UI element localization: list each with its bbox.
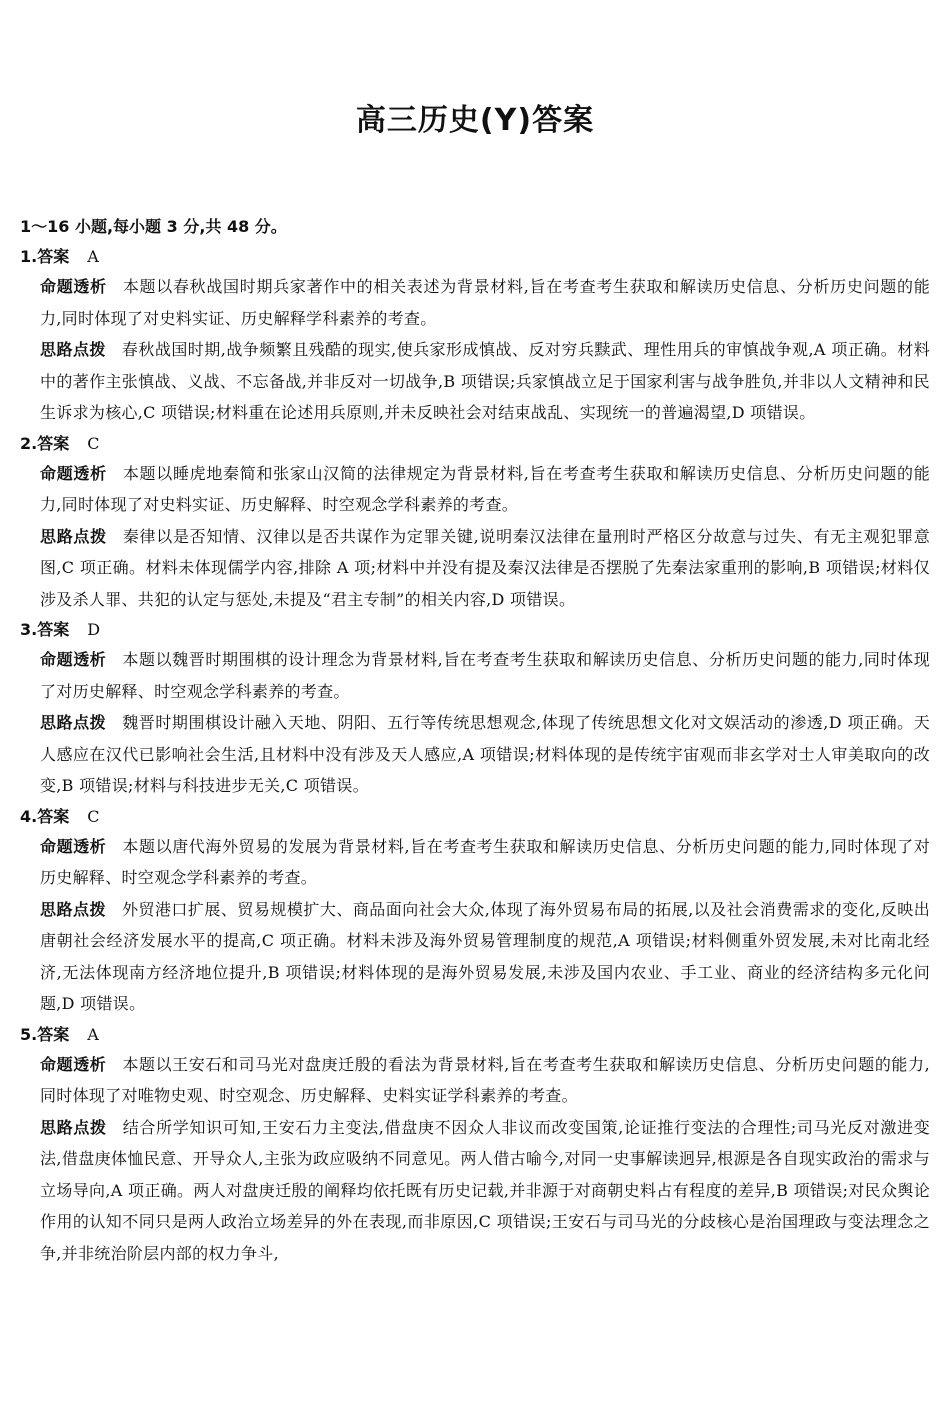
analysis-label: 命题透析 [40, 836, 107, 856]
hint-label: 思路点拨 [40, 1117, 107, 1137]
section-intro: 1～16 小题,每小题 3 分,共 48 分。 [20, 217, 287, 236]
answer-value: A [87, 247, 99, 266]
analysis-paragraph [40, 644, 930, 707]
hint-label: 思路点拨 [40, 713, 107, 732]
answer-value: D [87, 620, 101, 639]
answer-item-5 [20, 1020, 930, 1270]
analysis-label: 命题透析 [40, 1054, 107, 1074]
analysis-text: 本题以睡虎地秦简和张家山汉简的法律规定为背景材料,旨在考查考生获取和解读历史信息、分析历史问题的能力,同时体现了对史料实证、历史解释、时空观念学科素养的考查。 [40, 463, 930, 514]
hint-text: 春秋战国时期,战争频繁且残酷的现实,使兵家形成慎战、反对穷兵黩武、理性用兵的审慎战争观,A 项正确。材料中的著作主张慎战、义战、不忘备战,并非反对一切战争,B 项错误;兵家慎战立足于国家利害与战争胜负,并非以人文精神和民生诉求为核心,C 项错误;材料重在论述用兵原则,并未反映社会对结束战乱、实现统一的普遍渴望,D 项错误。 [40, 340, 931, 422]
question-number: 5. [20, 1024, 38, 1044]
hint-text: 秦律以是否知情、汉律以是否共谋作为定罪关键,说明秦汉法律在量刑时严格区分故意与过失、有无主观犯罪意图,C 项正确。材料未体现儒学内容,排除 A 项;材料中并没有提及秦汉法律是否摆脱了先秦法家重刑的影响,B 项错误;材料仅涉及杀人罪、共犯的认定与惩处,未提及“君主专制”的相关内容,D 项错误。 [40, 526, 930, 609]
hint-label: 思路点拨 [40, 340, 106, 359]
question-label [20, 434, 69, 453]
answer-header [20, 615, 930, 644]
analysis-text: 本题以王安石和司马光对盘庚迁殷的看法为背景材料,旨在考查考生获取和解读历史信息、分析历史问题的能力,同时体现了对唯物史观、时空观念、历史解释、史料实证学科素养的考查。 [40, 1054, 930, 1105]
hint-paragraph [40, 1112, 930, 1270]
question-number: 2. [20, 433, 38, 453]
question-label [20, 1025, 69, 1044]
hint-text: 外贸港口扩展、贸易规模扩大、商品面向社会大众,体现了海外贸易布局的拓展,以及社会消费需求的变化,反映出唐朝社会经济发展水平的提高,C 项正确。材料未涉及海外贸易管理制度的规范,A 项错误;材料侧重外贸发展,未对比南北经济,无法体现南方经济地位提升,B 项错误;材料体现的是海外贸易发展,未涉及国内农业、手工业、商业的经济结构多元化问题,D 项错误。 [40, 899, 931, 1013]
hint-text: 魏晋时期围棋设计融入天地、阴阳、五行等传统思想观念,体现了传统思想文化对文娱活动的渗透,D 项正确。天人感应在汉代已影响社会生活,且材料中没有涉及天人感应,A 项错误;材料体现的是传统宇宙观而非玄学对士人审美取向的改变,B 项错误;材料与科技进步无关,C 项错误。 [40, 713, 930, 795]
hint-text: 结合所学知识可知,王安石力主变法,借盘庚不因众人非议而改变国策,论证推行变法的合理性;司马光反对激进变法,借盘庚体恤民意、开导众人,主张为政应吸纳不同意见。两人借古喻今,对同一史事解读迥异,根源是各自现实政治的需求与立场导向,A 项正确。两人对盘庚迁殷的阐释均依托既有历史记载,并非源于对商朝史料占有程度的差异,B 项错误;对民众舆论作用的认知不同只是两人政治立场差异的外在表现,而非原因,C 项错误;王安石与司马光的分歧核心是治国理政与变法理念之争,并非统治阶层内部的权力争斗, [40, 1117, 930, 1263]
answer-header [20, 802, 930, 831]
answer-header [20, 1020, 930, 1049]
question-label [20, 807, 69, 826]
question-label [20, 620, 69, 639]
answer-label: 答案 [37, 806, 70, 826]
analysis-paragraph [40, 271, 930, 334]
analysis-paragraph [40, 458, 930, 521]
answer-header [20, 429, 930, 458]
analysis-label: 命题透析 [40, 463, 107, 483]
answer-label: 答案 [37, 433, 70, 453]
answer-item-4 [20, 802, 930, 1020]
answer-value: C [87, 433, 100, 453]
answer-value: A [87, 1024, 99, 1044]
page-title: 高三历史(Y)答案 [355, 103, 595, 138]
hint-label: 思路点拨 [40, 526, 107, 546]
hint-label: 思路点拨 [40, 899, 106, 919]
answer-item-1 [20, 242, 930, 429]
analysis-text: 本题以春秋战国时期兵家著作中的相关表述为背景材料,旨在考查考生获取和解读历史信息、分析历史问题的能力,同时体现了对史料实证、历史解释学科素养的考查。 [40, 277, 930, 328]
analysis-text: 本题以魏晋时期围棋的设计理念为背景材料,旨在考查考生获取和解读历史信息、分析历史问题的能力,同时体现了对历史解释、时空观念学科素养的考查。 [40, 650, 930, 701]
hint-paragraph [40, 707, 930, 802]
question-number: 1. [20, 247, 38, 266]
answer-label: 答案 [37, 1024, 70, 1044]
analysis-paragraph [40, 1049, 930, 1112]
answer-label: 答案 [37, 620, 70, 639]
hint-paragraph [40, 521, 930, 616]
answer-value: C [87, 806, 100, 826]
question-number: 3. [20, 620, 38, 639]
hint-paragraph [40, 334, 930, 429]
answer-item-2 [20, 429, 930, 616]
analysis-paragraph [40, 831, 930, 894]
answer-label: 答案 [37, 247, 70, 266]
question-label [20, 247, 69, 266]
analysis-text: 本题以唐代海外贸易的发展为背景材料,旨在考查考生获取和解读历史信息、分析历史问题的能力,同时体现了对历史解释、时空观念学科素养的考查。 [40, 836, 930, 887]
question-number: 4. [20, 806, 38, 826]
analysis-label: 命题透析 [40, 650, 107, 669]
hint-paragraph [40, 894, 930, 1020]
analysis-label: 命题透析 [40, 277, 107, 296]
answer-header [20, 242, 930, 271]
answer-content [20, 212, 930, 1269]
answer-item-3 [20, 615, 930, 802]
